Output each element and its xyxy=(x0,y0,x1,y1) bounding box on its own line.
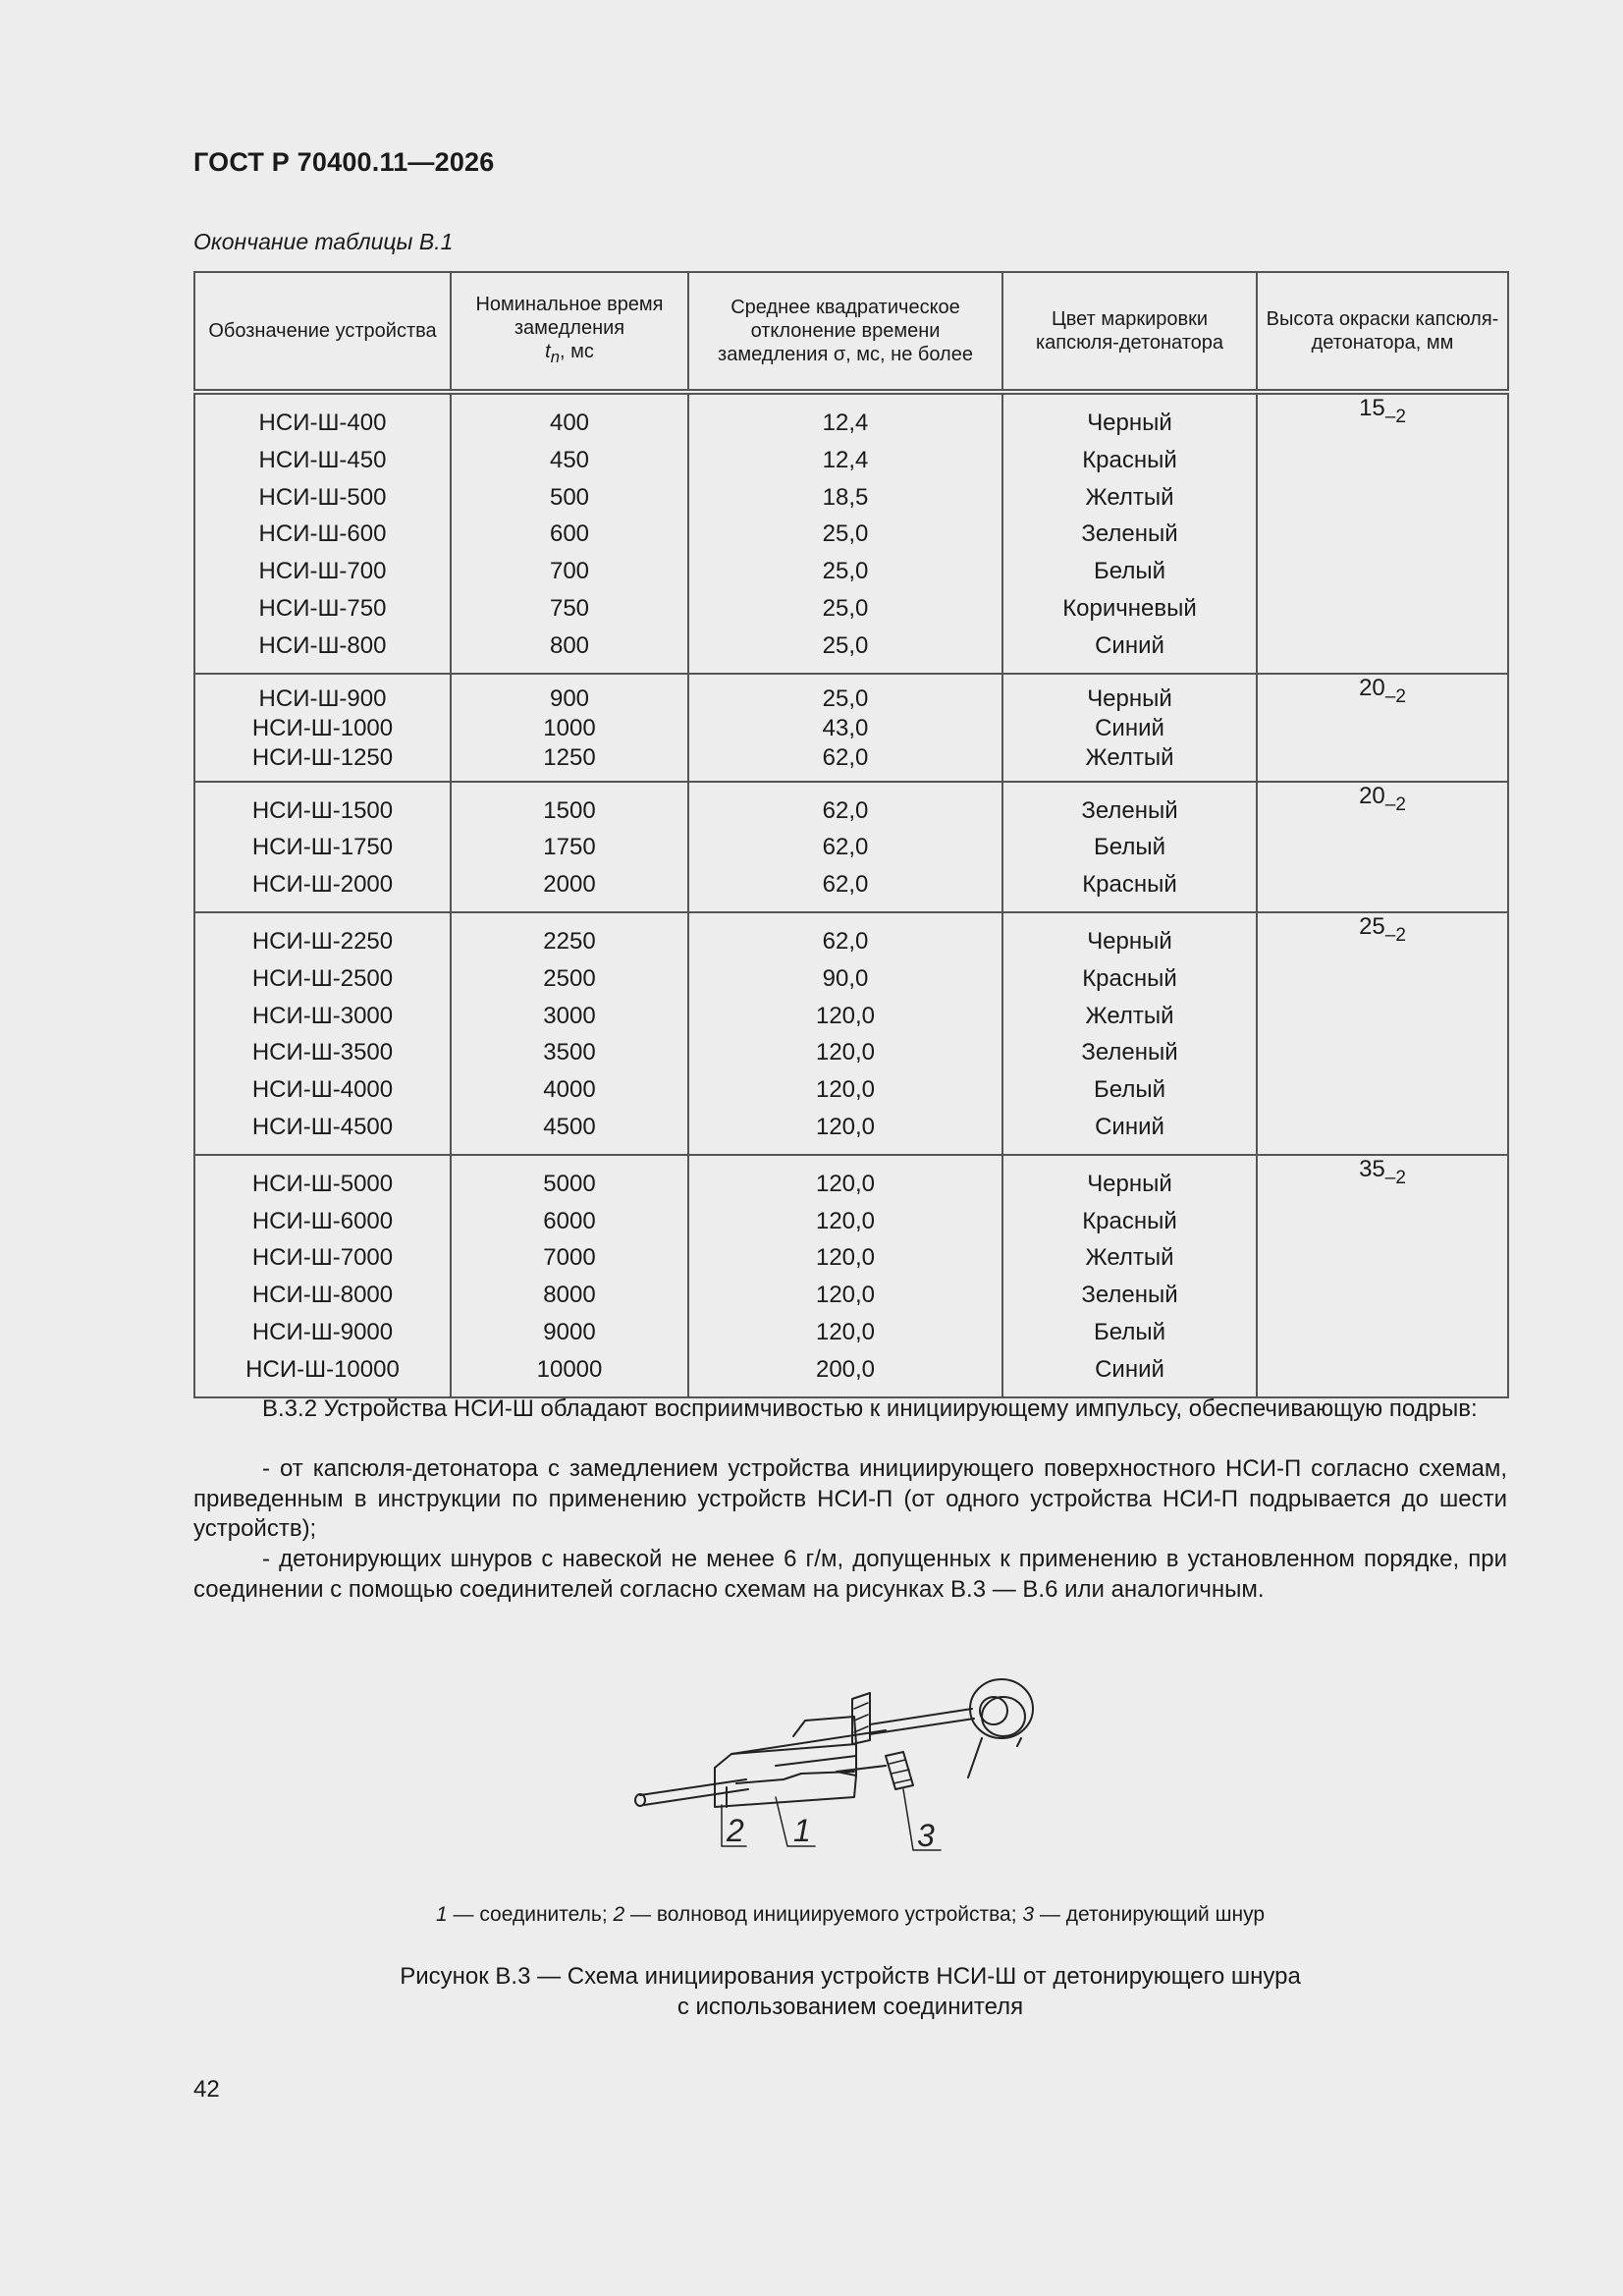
table-cell-value: 62,0 xyxy=(822,871,869,899)
legend-text-3: — детонирующий шнур xyxy=(1034,1903,1266,1926)
legend-num-2: 2 xyxy=(613,1903,625,1926)
detonator-table xyxy=(193,271,1509,1398)
table-cell-value: 700 xyxy=(549,558,590,585)
table-row-group xyxy=(194,1155,1508,1397)
table-cell-value: НСИ-Ш-6000 xyxy=(251,1207,394,1234)
table-cell-value: НСИ-Ш-7000 xyxy=(251,1244,394,1272)
paragraph-b32: В.3.2 Устройства НСИ-Ш обладают восприимчивостью к инициирующему импульсу, обеспечивающую подрыв: xyxy=(262,1395,1478,1422)
header-nominal-delay xyxy=(451,272,688,392)
table-cell-value: 120,0 xyxy=(815,1076,876,1104)
table-cell-value: 8000 xyxy=(543,1282,596,1309)
figure-b3-drawing xyxy=(628,1669,1060,1861)
table-cell-value: Белый xyxy=(1094,1076,1165,1104)
deviation-cell xyxy=(688,392,1002,674)
table-cell-value: 120,0 xyxy=(815,1002,876,1029)
header-color: Цвет маркировки капсюля-детонатора xyxy=(1002,272,1257,392)
deviation-cell xyxy=(688,912,1002,1155)
table-cell-value: 25,0 xyxy=(822,558,869,585)
table-cell-value: НСИ-Ш-8000 xyxy=(251,1282,394,1309)
color-cell xyxy=(1002,392,1257,674)
height-cell xyxy=(1257,392,1508,674)
table-cell-value: Черный xyxy=(1087,1170,1172,1197)
table-cell-value: НСИ-Ш-1750 xyxy=(251,834,394,861)
table-cell-value: 120,0 xyxy=(815,1244,876,1272)
callout-3: 3 xyxy=(917,1818,935,1853)
deviation-cell xyxy=(688,1155,1002,1397)
paragraph-item-cord: - детонирующих шнуров с навеской не менее 6 г/м, допущенных к применению в установленном порядке, при соединении с помощью соединителей согласно схемам на рисунках В.3 — В.6 или аналогичным. xyxy=(193,1546,1507,1603)
table-cell-value: Зеленый xyxy=(1081,1282,1178,1309)
designation-cell xyxy=(194,912,451,1155)
height-cell xyxy=(1257,674,1508,782)
table-cell-value: Зеленый xyxy=(1081,1039,1178,1066)
table-cell-value: 3500 xyxy=(543,1039,596,1066)
legend-text-1: — соединитель; xyxy=(447,1903,614,1926)
table-cell-value: Красный xyxy=(1082,446,1177,473)
delay-cell xyxy=(451,1155,688,1397)
table-row-group xyxy=(194,392,1508,674)
table-cell-value: 43,0 xyxy=(822,714,869,741)
table-cell-value: НСИ-Ш-4500 xyxy=(251,1113,394,1140)
table-cell-value: 200,0 xyxy=(815,1355,876,1383)
header-nominal-delay-subscript: n xyxy=(550,348,560,366)
table-cell-value: НСИ-Ш-10000 xyxy=(245,1355,400,1383)
table-cell-value: Синий xyxy=(1095,1355,1164,1383)
table-cell-value: Синий xyxy=(1095,631,1164,659)
figure-caption-line2: с использованием соединителя xyxy=(676,1994,1024,2020)
deviation-cell xyxy=(688,782,1002,912)
height-tolerance: –2 xyxy=(1384,924,1406,946)
delay-cell xyxy=(451,674,688,782)
table-cell-value: НСИ-Ш-1250 xyxy=(251,743,394,771)
table-cell-value: Черный xyxy=(1087,684,1172,712)
table-cell-value: 62,0 xyxy=(822,927,869,955)
table-cell-value: 25,0 xyxy=(822,684,869,712)
height-cell xyxy=(1257,912,1508,1155)
table-cell-value: Синий xyxy=(1095,1113,1164,1140)
legend-num-3: 3 xyxy=(1022,1903,1035,1926)
table-cell-value: 1750 xyxy=(543,834,596,861)
table-cell-value: 120,0 xyxy=(815,1207,876,1234)
table-cell-value: 2250 xyxy=(543,927,596,955)
callout-2: 2 xyxy=(727,1813,744,1848)
table-cell-value: 2000 xyxy=(543,871,596,899)
table-cell-value: НСИ-Ш-3500 xyxy=(251,1039,394,1066)
legend-text-2: — волновод инициируемого устройства; xyxy=(624,1903,1023,1926)
table-cell-value: 10000 xyxy=(536,1355,603,1383)
table-cell-value: 62,0 xyxy=(822,834,869,861)
table-cell-value: 9000 xyxy=(543,1318,596,1345)
table-cell-value: Коричневый xyxy=(1062,594,1197,622)
height-tolerance: –2 xyxy=(1384,407,1406,427)
connector-diagram xyxy=(628,1669,1060,1856)
table-cell-value: НСИ-Ш-9000 xyxy=(251,1318,394,1345)
header-nominal-delay-symbol: t xyxy=(545,341,551,362)
height-tolerance: –2 xyxy=(1384,685,1406,707)
table-cell-value: 12,4 xyxy=(822,410,869,436)
table-cell-value: НСИ-Ш-900 xyxy=(258,684,387,712)
table-cell-value: 3000 xyxy=(543,1002,596,1029)
figure-caption-line1: Рисунок В.3 — Схема инициирования устройств НСИ-Ш от детонирующего шнура xyxy=(400,1963,1301,1990)
table-cell-value: 90,0 xyxy=(822,964,869,992)
table-cell-value: 450 xyxy=(549,446,590,473)
height-cell xyxy=(1257,1155,1508,1397)
table-cell-value: 1000 xyxy=(543,714,596,741)
table-cell-value: 120,0 xyxy=(815,1113,876,1140)
color-cell xyxy=(1002,912,1257,1155)
table-cell-value: Черный xyxy=(1087,927,1172,955)
table-cell-value: 900 xyxy=(549,684,590,712)
table-cell-value: 2500 xyxy=(543,964,596,992)
table-cell-value: НСИ-Ш-1500 xyxy=(251,796,394,824)
table-cell-value: НСИ-Ш-700 xyxy=(258,558,387,585)
table-cell-value: НСИ-Ш-2000 xyxy=(251,871,394,899)
designation-cell xyxy=(194,1155,451,1397)
table-cell-value: Желтый xyxy=(1085,483,1174,511)
color-cell xyxy=(1002,782,1257,912)
table-row-group xyxy=(194,674,1508,782)
table-cell-value: 4500 xyxy=(543,1113,596,1140)
table-row-group xyxy=(194,782,1508,912)
table-cell-value: 120,0 xyxy=(815,1170,876,1197)
header-nominal-delay-text: Номинальное время замедления xyxy=(475,294,664,339)
table-cell-value: Белый xyxy=(1094,834,1165,861)
table-cell-value: Красный xyxy=(1082,1207,1177,1234)
deviation-cell xyxy=(688,674,1002,782)
designation-cell xyxy=(194,674,451,782)
height-value: 15 xyxy=(1359,395,1385,421)
table-cell-value: Белый xyxy=(1094,1318,1165,1345)
table-header-row xyxy=(194,272,1508,392)
figure-caption xyxy=(193,1961,1507,2022)
table-cell-value: НСИ-Ш-2500 xyxy=(251,964,394,992)
header-std-dev: Среднее квадратическое отклонение времени замедления σ, мс, не более xyxy=(688,272,1002,392)
paragraph-item-nsi-p: - от капсюля-детонатора с замедлением устройства инициирующего поверхностного НСИ-П согласно схемам, приведенным в инструкции по применению устройств НСИ-П (от одного устройства НСИ-П подрывается до шести устройств); xyxy=(193,1455,1507,1542)
table-cell-value: 62,0 xyxy=(822,743,869,771)
table-cell-value: Зеленый xyxy=(1081,520,1178,548)
table-cell-value: НСИ-Ш-3000 xyxy=(251,1002,394,1029)
callout-1: 1 xyxy=(793,1813,811,1848)
table-cell-value: 18,5 xyxy=(822,483,869,511)
header-height: Высота окраски капсюля-детонатора, мм xyxy=(1257,272,1508,392)
table-cell-value: НСИ-Ш-750 xyxy=(258,594,387,622)
color-cell xyxy=(1002,674,1257,782)
table-cell-value: 5000 xyxy=(543,1170,596,1197)
table-cell-value: НСИ-Ш-4000 xyxy=(251,1076,394,1104)
table-cell-value: Красный xyxy=(1082,964,1177,992)
height-tolerance: –2 xyxy=(1384,793,1406,815)
height-tolerance: –2 xyxy=(1384,1167,1406,1188)
document-title: ГОСТ Р 70400.11—2026 xyxy=(193,147,495,177)
table-cell-value: Желтый xyxy=(1085,743,1174,771)
table-cell-value: Черный xyxy=(1087,410,1172,436)
table-cell-value: 4000 xyxy=(543,1076,596,1104)
table-cell-value: 400 xyxy=(549,410,590,436)
table-cell-value: 6000 xyxy=(543,1207,596,1234)
table-cell-value: НСИ-Ш-450 xyxy=(258,446,387,473)
figure-legend xyxy=(193,1903,1507,1927)
table-cell-value: 750 xyxy=(549,594,590,622)
table-cell-value: 1250 xyxy=(543,743,596,771)
page-number: 42 xyxy=(193,2076,220,2103)
table-cell-value: НСИ-Ш-1000 xyxy=(251,714,394,741)
height-value: 20 xyxy=(1359,674,1385,701)
table-cell-value: 800 xyxy=(549,631,590,659)
table-cell-value: НСИ-Ш-400 xyxy=(258,410,387,436)
table-cell-value: 120,0 xyxy=(815,1039,876,1066)
delay-cell xyxy=(451,392,688,674)
table-cell-value: 1500 xyxy=(543,796,596,824)
table-cell-value: Красный xyxy=(1082,871,1177,899)
table-cell-value: НСИ-Ш-500 xyxy=(258,483,387,511)
table-cell-value: 7000 xyxy=(543,1244,596,1272)
height-value: 25 xyxy=(1359,912,1385,940)
color-cell xyxy=(1002,1155,1257,1397)
height-cell xyxy=(1257,782,1508,912)
header-designation: Обозначение устройства xyxy=(194,272,451,392)
designation-cell xyxy=(194,782,451,912)
designation-cell xyxy=(194,392,451,674)
delay-cell xyxy=(451,912,688,1155)
table-cell-value: Желтый xyxy=(1085,1002,1174,1029)
table-cell-value: 25,0 xyxy=(822,520,869,548)
table-cell-value: 62,0 xyxy=(822,796,869,824)
legend-num-1: 1 xyxy=(435,1903,448,1926)
table-cell-value: Синий xyxy=(1095,714,1164,741)
table-cell-value: 600 xyxy=(549,520,590,548)
table-cell-value: Белый xyxy=(1094,558,1165,585)
table-cell-value: НСИ-Ш-800 xyxy=(258,631,387,659)
height-value: 20 xyxy=(1359,782,1385,809)
table-cell-value: 25,0 xyxy=(822,631,869,659)
table-cell-value: Зеленый xyxy=(1081,796,1178,824)
table-cell-value: 12,4 xyxy=(822,446,869,473)
table-continuation-caption: Окончание таблицы В.1 xyxy=(193,229,454,254)
table-cell-value: 120,0 xyxy=(815,1318,876,1345)
table-row-group xyxy=(194,912,1508,1155)
table-cell-value: Желтый xyxy=(1085,1244,1174,1272)
table-cell-value: НСИ-Ш-5000 xyxy=(251,1170,394,1197)
table-cell-value: 120,0 xyxy=(815,1282,876,1309)
table-cell-value: 25,0 xyxy=(822,594,869,622)
table-cell-value: 500 xyxy=(549,483,590,511)
delay-cell xyxy=(451,782,688,912)
table-cell-value: НСИ-Ш-600 xyxy=(258,520,387,548)
height-value: 35 xyxy=(1359,1155,1385,1182)
header-nominal-delay-unit: , мс xyxy=(559,341,594,362)
table-cell-value: НСИ-Ш-2250 xyxy=(251,927,394,955)
